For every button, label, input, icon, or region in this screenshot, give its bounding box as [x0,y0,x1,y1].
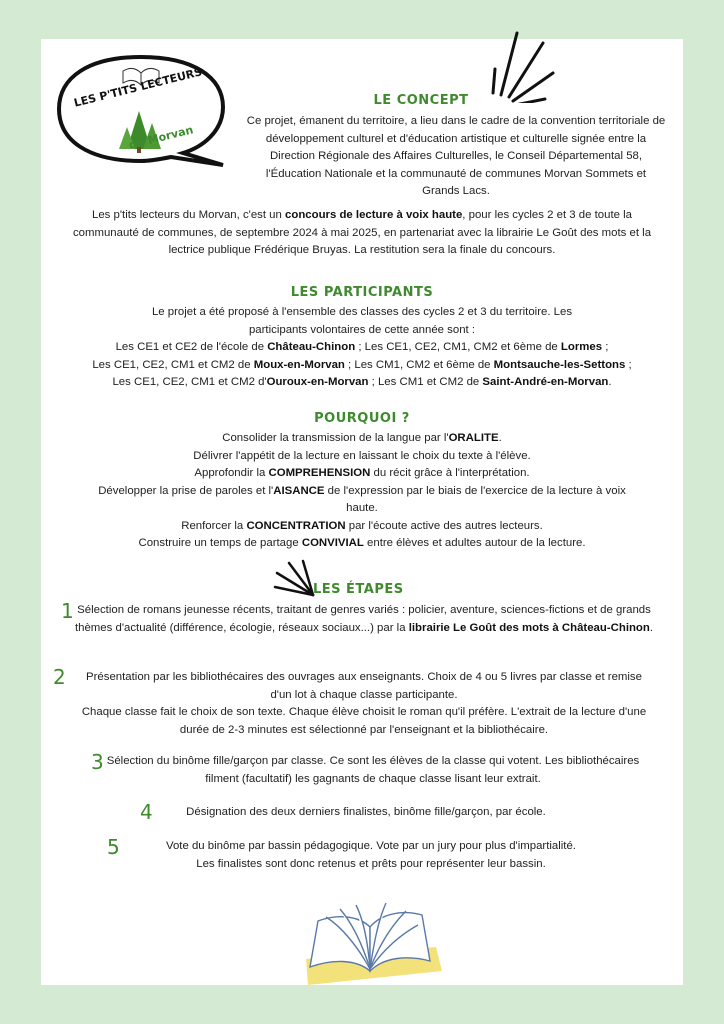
pourquoi-item-1: Consolider la transmission de la langue par l'ORALITE. [222,432,502,444]
participants-list [61,304,663,392]
step-2-part-2: Chaque classe fait le choix de son texte. Chaque élève choisit le roman qu'il préfère. L'extrait de la lecture d'une durée de 2-3 minutes est sélectionné par l'enseignant et la bibliothécaire. [81,706,647,736]
step-3: Sélection du binôme fille/garçon par classe. Ce sont les élèves de la classe qui votent. Les bibliothécaires filment (facultatif) les gagnants de chaque classe lisant leur extrait. [106,755,640,785]
step-5-part-1: Vote du binôme par bassin pédagogique. Vote par un jury pour plus d'impartialité. [166,840,576,852]
logo-subtitle: du Morvan [127,123,195,152]
step-2 [71,669,657,739]
step-number-1: 1 [61,599,74,623]
concept-title: LE CONCEPT [373,93,469,108]
logo-title: LES P'TITS LECTEURS [72,65,204,110]
step-number-2: 2 [53,665,66,689]
step-2-part-1: Présentation par les bibliothécaires des ouvrages aux enseignants. Choix de 4 ou 5 livres par classe et remise d'un lot à chaque classe participante. [86,671,642,701]
pourquoi-title: POURQUOI ? [314,411,410,426]
participants-title: LES PARTICIPANTS [290,285,434,300]
concept-paragraph-1: Ce projet, émanent du territoire, a lieu dans le cadre de la convention territoriale de développement culturel et d'éducation artistique et culturelle signée entre la Direction Régionale des Affaires Culturelles, le Conseil Départemental 58, l'Éducation Nationale et la communauté de communes Morvan Sommets et Grands Lacs. [246,115,666,197]
step-5-part-2: Les finalistes sont donc retenus et prêts pour représenter leur bassin. [196,857,546,870]
flyer-page [41,39,683,985]
burst-icon [473,23,573,103]
etapes-title: LES ÉTAPES [313,582,404,597]
participants-line-1: Les CE1 et CE2 de l'école de Château-Chinon ; Les CE1, CE2, CM1, CM2 et 6ème de Lormes ; [115,341,609,353]
pourquoi-list [81,430,643,553]
burst-small-icon [273,559,317,599]
pourquoi-item-5: Renforcer la CONCENTRATION par l'écoute active des autres lecteurs. [181,519,543,532]
pourquoi-item-6: Construire un temps de partage CONVIVIAL entre élèves et adultes autour de la lecture. [138,537,586,549]
pourquoi-item-4: Développer la prise de paroles et l'AISANCE de l'expression par le biais de l'exercice de la lecture à voix haute. [98,484,626,514]
pourquoi-item-2: Délivrer l'appétit de la lecture en laissant le choix du texte à l'élève. [193,449,531,462]
step-1: Sélection de romans jeunesse récents, traitant de genres variés : policier, aventure, sciences-fictions et de grands thèmes d'actualité (différence, écologie, réseaux sociaux...) par la librairie Le Goût des mots à Château-Chinon. [74,604,654,634]
concept-paragraph-2: Les p'tits lecteurs du Morvan, c'est un concours de lecture à voix haute, pour les cycles 2 et 3 de toute la communauté de communes, de septembre 2024 à mai 2025, en partenariat avec la librairie Le Goût des mots et la lectrice publique Frédérique Bruyas. La restitution sera la finale du concours. [72,209,652,256]
step-5 [121,838,621,873]
participants-intro: Le projet a été proposé à l'ensemble des classes des cycles 2 et 3 du territoire. Les participants volontaires de cette année sont : [151,306,573,336]
pourquoi-item-3: Approfondir la COMPREHENSION du récit grâce à l'interprétation. [194,467,530,479]
participants-line-3: Les CE1, CE2, CM1 et CM2 d'Ouroux-en-Morvan ; Les CM1 et CM2 de Saint-André-en-Morvan. [112,376,612,388]
step-number-5: 5 [107,835,120,859]
step-4: Désignation des deux derniers finalistes, binôme fille/garçon, par école. [186,806,546,818]
open-book-icon [296,897,446,985]
step-number-3: 3 [91,750,104,774]
step-number-4: 4 [140,800,153,824]
participants-line-2: Les CE1, CE2, CM1 et CM2 de Moux-en-Morvan ; Les CM1, CM2 et 6ème de Montsauche-les-Settons ; [92,358,632,371]
